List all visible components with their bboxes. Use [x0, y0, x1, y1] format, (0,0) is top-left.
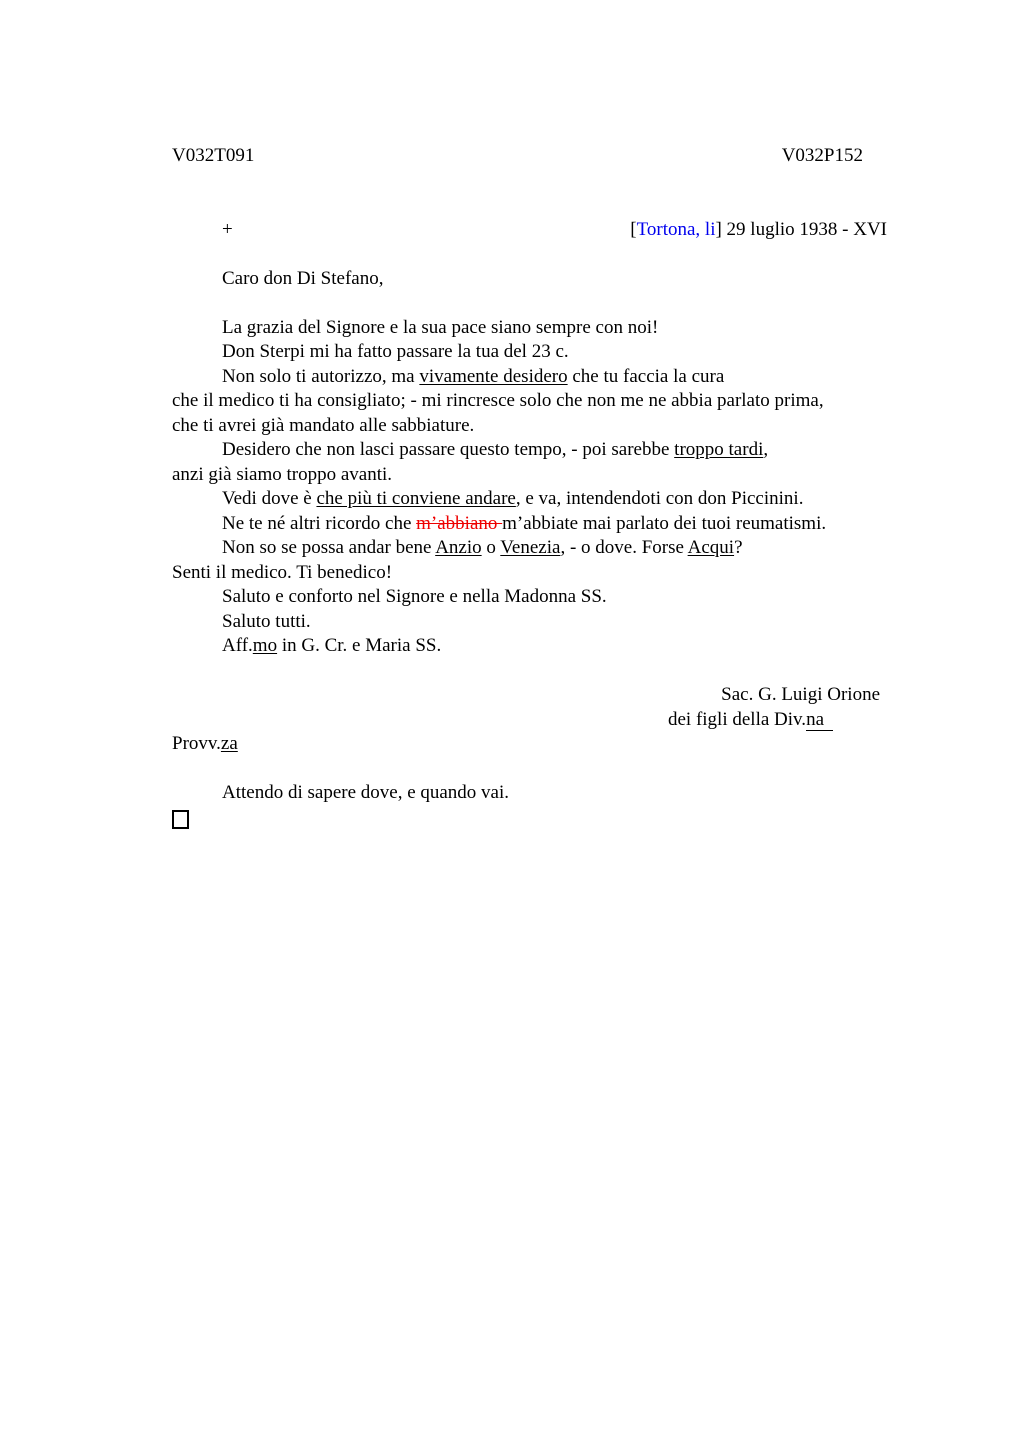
underlined-phrase: vivamente desidero — [419, 365, 568, 387]
underlined-place: Venezia — [500, 537, 561, 558]
body-line-7: anzi già siamo troppo avanti. — [172, 463, 393, 485]
body-line-13: Saluto tutti. — [222, 610, 311, 632]
header-row — [172, 144, 897, 169]
underlined-abbrev: na — [806, 709, 833, 731]
date-text — [630, 218, 897, 243]
blank-line — [172, 757, 897, 782]
underlined-phrase: troppo tardi — [674, 439, 764, 460]
body-line-14 — [172, 634, 897, 659]
deleted-word: m’abbiano — [416, 512, 503, 534]
text-run: , — [763, 439, 769, 460]
blank-line — [172, 193, 897, 218]
body-line-6 — [172, 438, 897, 463]
text-run: ? — [734, 537, 743, 558]
blank-line — [172, 169, 897, 194]
text-run: Vedi dove è — [222, 488, 317, 509]
text-run: Non so se possa andar bene — [222, 537, 436, 558]
body-line-3 — [172, 365, 897, 390]
blank-line — [172, 242, 897, 267]
text-run: Provv. — [172, 733, 221, 754]
archive-code-left: V032T091 — [172, 145, 255, 166]
body-line-9 — [172, 512, 897, 537]
dateline-row — [172, 218, 897, 243]
text-run: , e va, intendendoti con don Piccinini. — [515, 488, 804, 509]
text-run: o — [481, 537, 501, 558]
date-rest: ] 29 luglio 1938 - XVI — [715, 218, 887, 240]
blank-line — [172, 659, 897, 684]
place-name: Tortona, li — [636, 218, 716, 240]
underlined-phrase: che più ti conviene andare — [316, 488, 516, 509]
empty-box-row — [172, 806, 897, 837]
underlined-place: Acqui — [687, 537, 735, 558]
body-line-4: che il medico ti ha consigliato; - mi rincresce solo che non me ne abbia parlato prima, — [172, 390, 824, 411]
cross-mark: + — [222, 218, 233, 240]
text-run: in G. Cr. e Maria SS. — [277, 635, 442, 656]
bracket-open: [ — [630, 218, 637, 240]
underlined-place: Anzio — [435, 537, 482, 558]
signature-title-line — [172, 708, 897, 733]
text-run: Non solo ti autorizzo, ma — [222, 365, 420, 387]
signature-title-continuation — [172, 732, 897, 757]
underlined-abbrev: za — [220, 733, 238, 754]
text-run: Ne te né altri ricordo che — [222, 512, 417, 534]
body-line-1: La grazia del Signore e la sua pace siano sempre con noi! — [222, 316, 659, 338]
postscript-line: Attendo di sapere dove, e quando vai. — [222, 782, 510, 803]
text-run: dei figli della Div. — [667, 708, 807, 730]
body-line-11: Senti il medico. Ti benedico! — [172, 561, 393, 583]
body-line-8 — [172, 487, 897, 512]
body-line-5: che ti avrei già mandato alle sabbiature. — [172, 414, 475, 436]
body-line-2: Don Sterpi mi ha fatto passare la tua del 23 c. — [222, 341, 569, 362]
empty-square-box-glyph — [172, 810, 189, 829]
text-run: , - o dove. Forse — [560, 537, 688, 558]
archive-code-right: V032P152 — [781, 145, 863, 166]
text-run: Aff. — [222, 635, 253, 656]
body-line-10 — [172, 536, 897, 561]
text-run: che tu faccia la cura — [567, 365, 725, 387]
signature-name-line: Sac. G. Luigi Orione — [721, 684, 880, 705]
blank-line — [172, 291, 897, 316]
salutation-line: Caro don Di Stefano, — [222, 267, 384, 289]
text-run: Desidero che non lasci passare questo tempo, - poi sarebbe — [222, 439, 675, 460]
body-line-12: Saluto e conforto nel Signore e nella Madonna SS. — [222, 586, 607, 607]
text-run: m’abbiate mai parlato dei tuoi reumatismi. — [502, 512, 827, 534]
underlined-abbrev: mo — [252, 635, 278, 656]
